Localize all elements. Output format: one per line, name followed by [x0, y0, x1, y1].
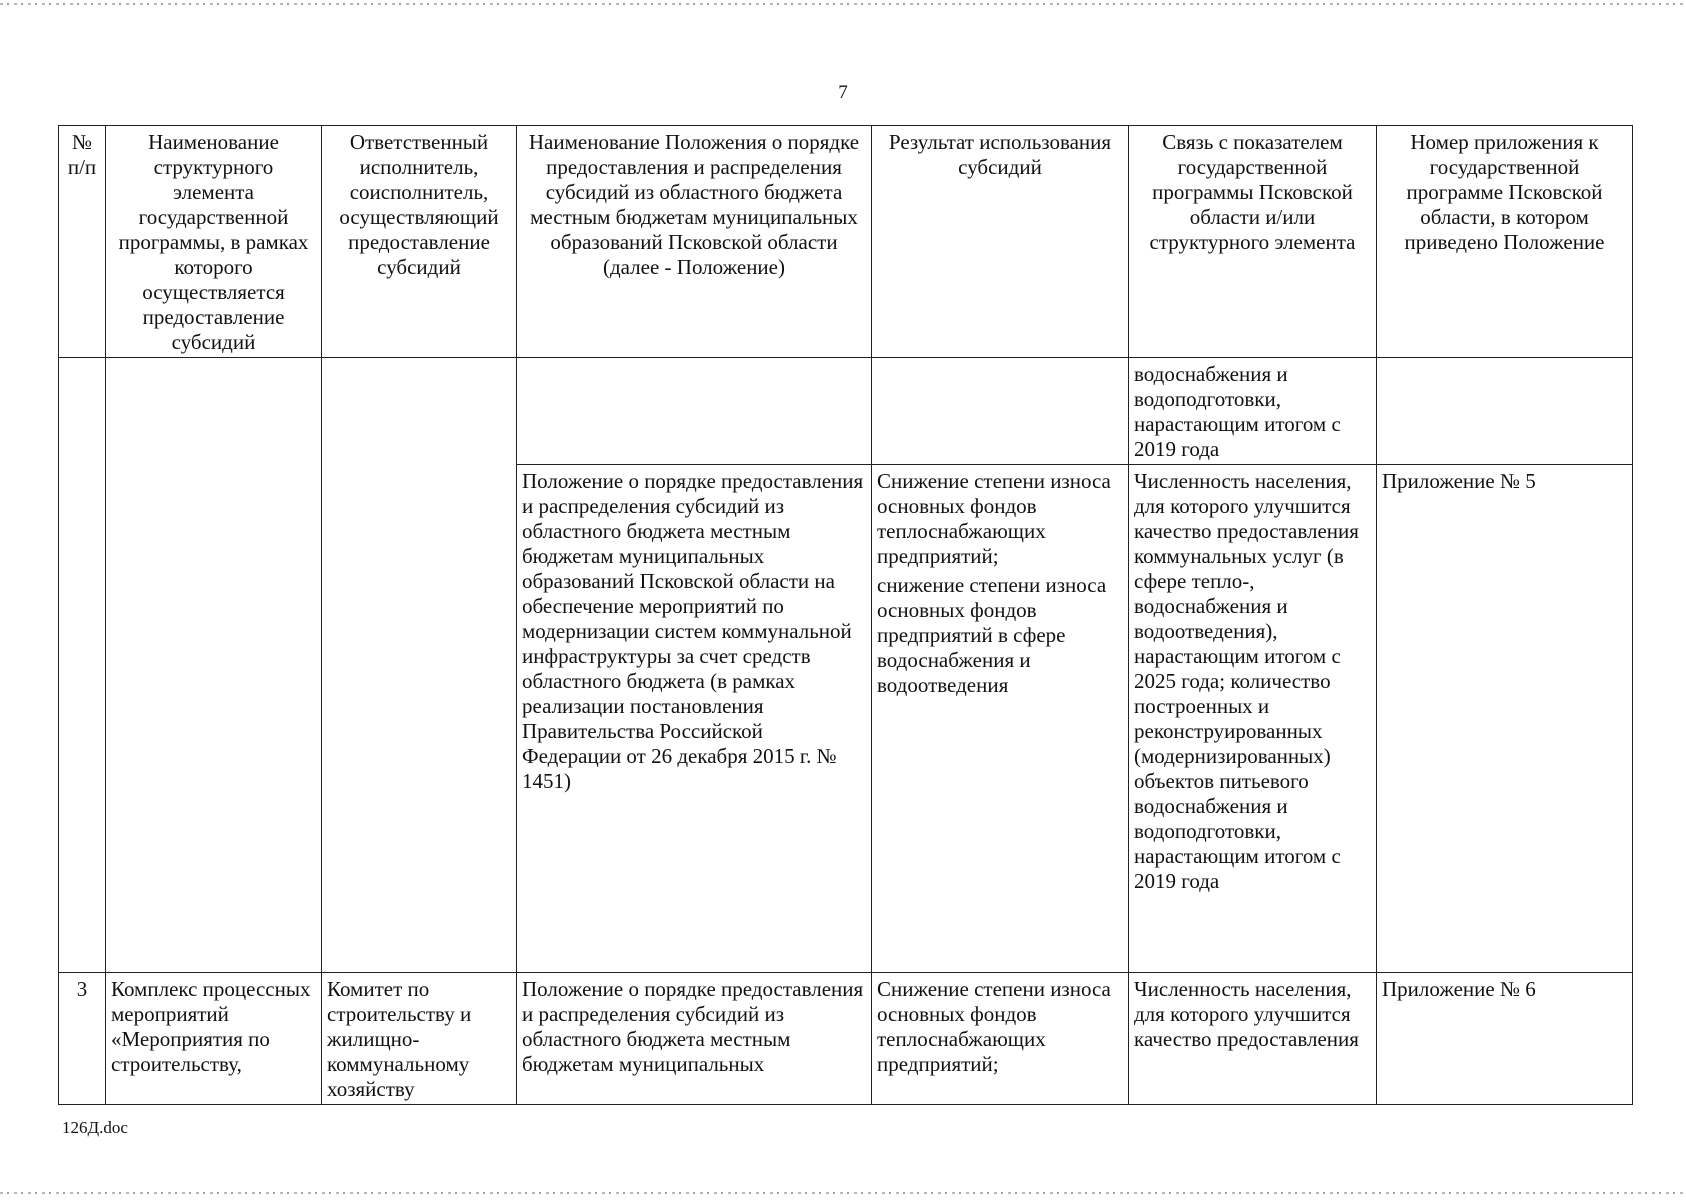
cell-number: 3 [59, 973, 106, 1105]
cell-result [872, 358, 1129, 465]
header-indicator-link: Связь с показателем государственной программы Псковской области и/или структурного элемента [1129, 126, 1377, 358]
header-subsidy-result: Результат использования субсидий [872, 126, 1129, 358]
cell-structural-element [106, 358, 322, 973]
header-structural-element: Наименование структурного элемента государственной программы, в рамках которого осуществляется предоставление субсидий [106, 126, 322, 358]
subsidy-table [58, 125, 1633, 1105]
table-header-row [59, 126, 1633, 358]
table-row [59, 973, 1633, 1105]
cell-appendix [1377, 358, 1633, 465]
cell-result: Снижение степени износа основных фондов теплоснабжающих предприятий; [872, 973, 1129, 1105]
header-appendix-number: Номер приложения к государственной программе Псковской области, в котором приведено Положение [1377, 126, 1633, 358]
header-number: № п/п [59, 126, 106, 358]
header-regulation-name: Наименование Положения о порядке предоставления и распределения субсидий из областного бюджета местным бюджетам муниципальных образований Псковской области (далее - Положение) [517, 126, 872, 358]
cell-executor [322, 358, 517, 973]
cell-regulation: Положение о порядке предоставления и распределения субсидий из областного бюджета местным бюджетам муниципальных [517, 973, 872, 1105]
cell-regulation [517, 358, 872, 465]
cell-indicator-link: Численность населения, для которого улучшится качество предоставления коммунальных услуг (в сфере тепло-, водоснабжения и водоотведения), нарастающим итогом с 2025 года; количество построенных и реконструированных (модернизированных) объектов питьевого водоснабжения и водоподготовки, нарастающим итогом с 2019 года [1129, 465, 1377, 973]
cell-executor: Комитет по строительству и жилищно-коммунальному хозяйству [322, 973, 517, 1105]
cell-regulation: Положение о порядке предоставления и распределения субсидий из областного бюджета местным бюджетам муниципальных образований Псковской области на обеспечение мероприятий по модернизации систем коммунальной инфраструктуры за счет средств областного бюджета (в рамках реализации постановления Правительства Российской Федерации от 26 декабря 2015 г. № 1451) [517, 465, 872, 973]
scan-edge-bottom [0, 1192, 1686, 1194]
header-responsible-executor: Ответственный исполнитель, соисполнитель, осуществляющий предоставление субсидий [322, 126, 517, 358]
cell-indicator-link: водоснабжения и водоподготовки, нарастающим итогом с 2019 года [1129, 358, 1377, 465]
cell-number [59, 358, 106, 973]
table-row [59, 358, 1633, 465]
cell-appendix: Приложение № 6 [1377, 973, 1633, 1105]
scan-edge-top [0, 3, 1686, 5]
cell-appendix: Приложение № 5 [1377, 465, 1633, 973]
page-number: 7 [838, 82, 848, 103]
result-text-heat: Снижение степени износа основных фондов теплоснабжающих предприятий; [877, 469, 1111, 568]
document-filename: 126Д.doc [62, 1118, 128, 1137]
cell-result [872, 465, 1129, 973]
cell-structural-element: Комплекс процессных мероприятий «Мероприятия по строительству, [106, 973, 322, 1105]
cell-indicator-link: Численность населения, для которого улучшится качество предоставления [1129, 973, 1377, 1105]
result-text-water: снижение степени износа основных фондов предприятий в сфере водоснабжения и водоотведения [877, 573, 1107, 697]
